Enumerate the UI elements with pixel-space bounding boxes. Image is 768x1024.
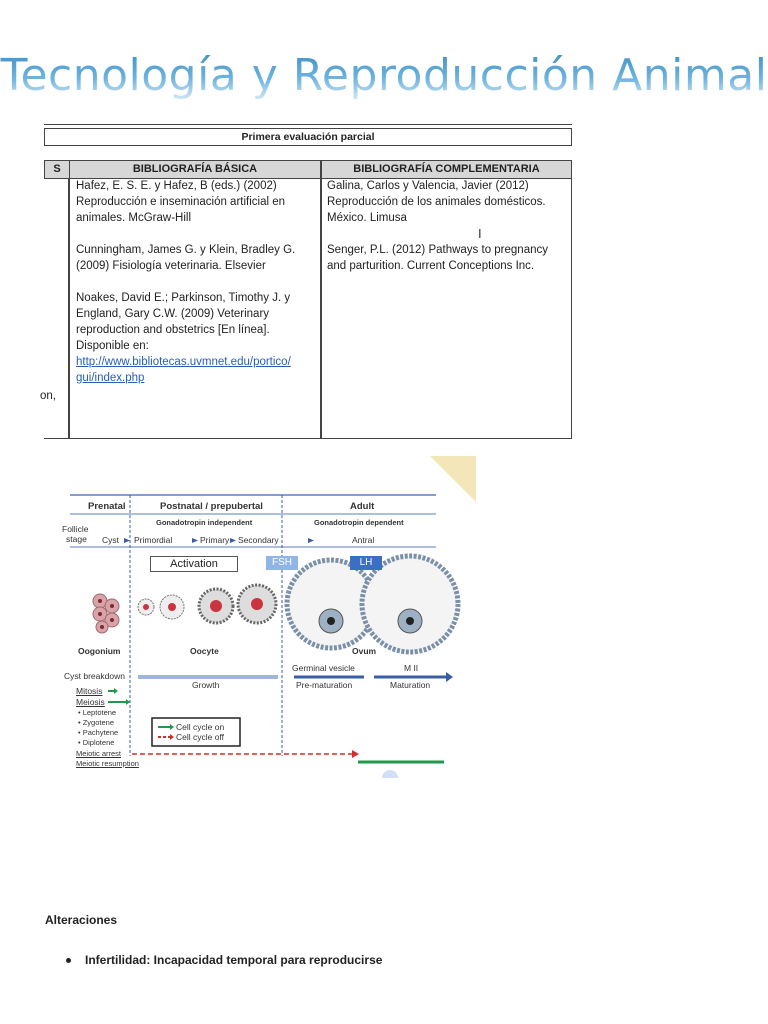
germinal-vesicle-label: Germinal vesicle (292, 663, 355, 673)
stage-prenatal: Prenatal (88, 501, 126, 512)
cyst-breakdown-label: Cyst breakdown (64, 671, 125, 681)
antral-follicles (287, 556, 458, 652)
complementary-ref1: Galina, Carlos y Valencia, Javier (2012) Reproducción de los animales domésticos. México. Limusa (327, 180, 546, 224)
legend-off-label: Cell cycle off (176, 732, 225, 742)
pachytene-label: • Pachytene (78, 728, 119, 737)
stage-cyst: Cyst (102, 535, 119, 545)
mii-label: M II (404, 663, 419, 673)
evaluation-row: Primera evaluación parcial (44, 128, 572, 146)
corner-fold (430, 456, 476, 502)
stage-secondary: Secondary (238, 535, 279, 545)
section-heading: Alteraciones (45, 913, 118, 927)
meiotic-resumption-label: Meiotic resumption (76, 759, 139, 768)
left-header-fragment: S (44, 160, 70, 179)
meiosis-label: Meiosis (76, 697, 105, 707)
oogenesis-figure (60, 456, 476, 778)
left-cell (40, 178, 69, 439)
basic-ref1: Hafez, E. S. E. y Hafez, B (eds.) (2002) Reproducción e inseminación artificial en animales. McGraw-Hill (76, 180, 286, 224)
activation-label: Activation (150, 556, 238, 572)
ovum-label: Ovum (352, 646, 377, 656)
table-top-rule (44, 124, 572, 125)
arrow-cyst (124, 538, 130, 543)
secondary-follicles (199, 585, 276, 623)
stage-primordial: Primordial (134, 535, 173, 545)
bullet-item (66, 953, 382, 967)
arrow-primary (230, 538, 236, 543)
primordial-follicles (138, 595, 184, 619)
pre-maturation-label: Pre-maturation (296, 680, 353, 690)
oogonium-label: Oogonium (78, 646, 121, 656)
cell-basic (69, 178, 321, 439)
maturation-arrowhead (446, 672, 453, 682)
header-complementary: BIBLIOGRAFÍA COMPLEMENTARIA (321, 160, 572, 179)
page-title: Tecnología y Reproducción Animal (0, 50, 768, 101)
text-cursor-icon: I (478, 226, 482, 241)
left-fragment-text: on, (40, 390, 56, 402)
bottom-dot (382, 770, 398, 778)
leptotene-label: • Leptotene (78, 708, 117, 717)
gonado-independent: Gonadotropin independent (156, 518, 253, 527)
cell-complementary (321, 178, 572, 439)
arrow-antral (308, 538, 314, 543)
basic-ref3: Noakes, David E.; Parkinson, Timothy J. y England, Gary C.W. (2009) Veterinary reproduction and obstetrics [En línea]. Disponible en: (76, 292, 291, 352)
library-link[interactable]: http://www.bibliotecas.uvmnet.edu/portico/ gui/index.php (76, 356, 291, 384)
follicle-stage-label: Follicle stage (62, 524, 89, 544)
complementary-ref2: Senger, P.L. (2012) Pathways to pregnancy and parturition. Current Conceptions Inc. (327, 244, 548, 272)
gonado-dependent: Gonadotropin dependent (314, 518, 404, 527)
maturation-label: Maturation (390, 680, 431, 690)
header-basic: BIBLIOGRAFÍA BÁSICA (69, 160, 321, 179)
lh-label: LH (350, 556, 382, 570)
oocyte-label: Oocyte (190, 646, 219, 656)
bullet-dot-icon (66, 958, 71, 963)
bibliography-table (40, 118, 572, 440)
diplotene-label: • Diplotene (78, 738, 115, 747)
stage-primary: Primary (200, 535, 230, 545)
growth-label: Growth (192, 680, 220, 690)
legend-on-label: Cell cycle on (176, 722, 225, 732)
bullet-text: Infertilidad: Incapacidad temporal para reproducirse (85, 953, 383, 967)
stage-antral: Antral (352, 535, 375, 545)
basic-ref2: Cunningham, James G. y Klein, Bradley G. (2009) Fisiología veterinaria. Elsevier (76, 244, 296, 272)
stage-postnatal: Postnatal / prepubertal (160, 501, 263, 512)
zygotene-label: • Zygotene (78, 718, 114, 727)
meiotic-arrest-label: Meiotic arrest (76, 749, 122, 758)
mitosis-label: Mitosis (76, 686, 103, 696)
arrow-primordial (192, 538, 198, 543)
oogonium-cells (93, 594, 119, 633)
fsh-label: FSH (266, 556, 298, 570)
stage-adult: Adult (350, 501, 375, 512)
